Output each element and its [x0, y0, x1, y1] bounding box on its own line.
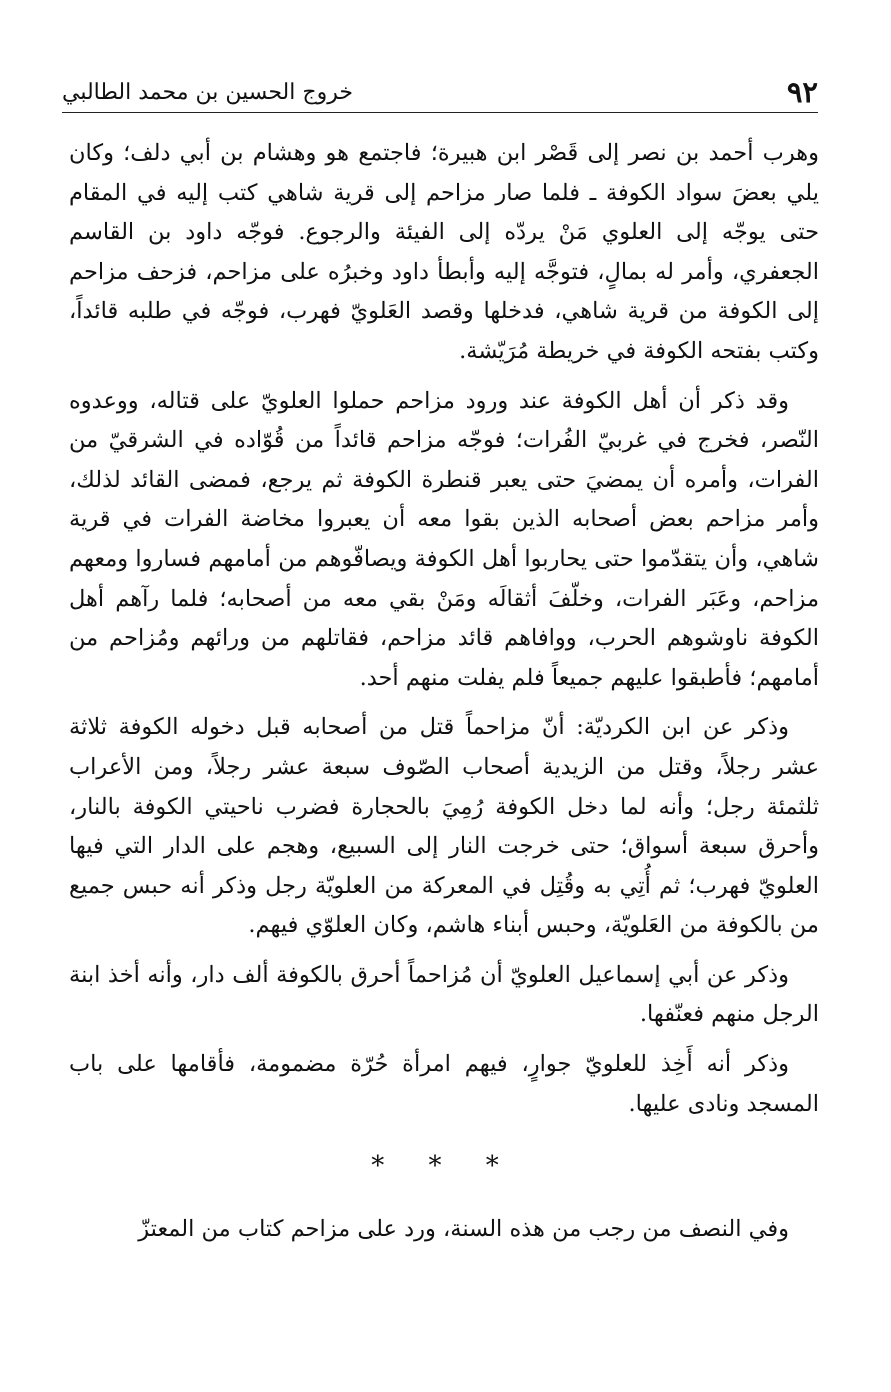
paragraph-3: وذكر عن ابن الكرديّة: أنّ مزاحماً قتل من أصحابه قبل دخوله الكوفة ثلاثة عشر رجلاً، وقتل من الزيدية أصحاب الصّوف سبعة عشر رجلاً، ومن الأعراب ثلثمئة رجل؛ وأنه لما دخل الكوفة رُمِيَ بالحجارة فضرب ناحيتي الكوفة بالنار، وأحرق سبعة أسواق؛ حتى خرجت النار إلى السبيع، وهجم على الدار التي فيها العلويّ فهرب؛ ثم أُتِي به وقُتِل في المعركة من العلويّة رجل وذكر أنه حبس جميع من بالكوفة من العَلويّة، وحبس أبناء هاشم، وكان العلوّي فيهم.	[69, 714, 819, 939]
final-paragraph: وفي النصف من رجب من هذه السنة، ورد على مزاحم كتاب من المعتزّ	[138, 1216, 789, 1243]
page-number: ٩٢	[786, 75, 818, 109]
paragraph-4: وذكر عن أبي إسماعيل العلويّ أن مُزاحماً أحرق بالكوفة ألف دار، وأنه أخذ ابنة الرجل منهم فعنّفها.	[69, 961, 819, 1028]
paragraph-2: وقد ذكر أن أهل الكوفة عند ورود مزاحم حملوا العلويّ على قتاله، ووعدوه النّصر، فخرج في غربيّ الفُرات؛ فوجّه مزاحم قائداً من قُوّاده في الشرقيّ من الفرات، وأمره أن يمضيَ حتى يعبر قنطرة الكوفة ثم يرجع، فمضى القائد لذلك، وأمر مزاحم بعض أصحابه الذين بقوا معه أن يعبروا مخاضة الفرات في قرية شاهي، وأن يتقدّموا حتى يحاربوا أهل الكوفة ويصافّوهم من أمامهم فساروا ومعهم مزاحم، وعَبَر الفرات، وخلّفَ أثقالَه ومَنْ بقي معه من أصحابه؛ فلما رآهم أهل الكوفة ناوشوهم الحرب، ووافاهم قائد مزاحم، فقاتلهم من ورائهم ومُزاحم من أمامهم؛ فأطبقوا عليهم جميعاً فلم يفلت منهم أحد.	[69, 387, 819, 691]
running-title: خروج الحسين بن محمد الطالبي	[62, 80, 353, 105]
section-break-asterisks: * * *	[371, 1151, 517, 1182]
paragraph-5: وذكر أنه أَخِذ للعلويّ جوارٍ، فيهم امرأة حُرّة مضمومة، فأقامها على باب المسجد ونادى عليها.	[69, 1051, 819, 1117]
page-body	[69, 134, 819, 1260]
page-header	[62, 72, 818, 113]
paragraph-1: وهرب أحمد بن نصر إلى قَصْر ابن هبيرة؛ فاجتمع هو وهشام بن أبي دلف؛ وكان يلي بعضَ سواد الكوفة ـ فلما صار مزاحم إلى قرية شاهي كتب إليه في المقام حتى يوجّه إلى العلوي مَنْ يردّه إلى الفيئة والرجوع. فوجّه داود بن القاسم الجعفري، وأمر له بمالٍ، فتوجَّه إليه وأبطأ داود وخبرُه على مزاحم، فزحف مزاحم إلى الكوفة من قرية شاهي، فدخلها وقصد العَلويّ فهرب، فوجّه في طلبه قائداً، وكتب بفتحه الكوفة في خريطة مُرَيّشة.	[69, 140, 819, 364]
